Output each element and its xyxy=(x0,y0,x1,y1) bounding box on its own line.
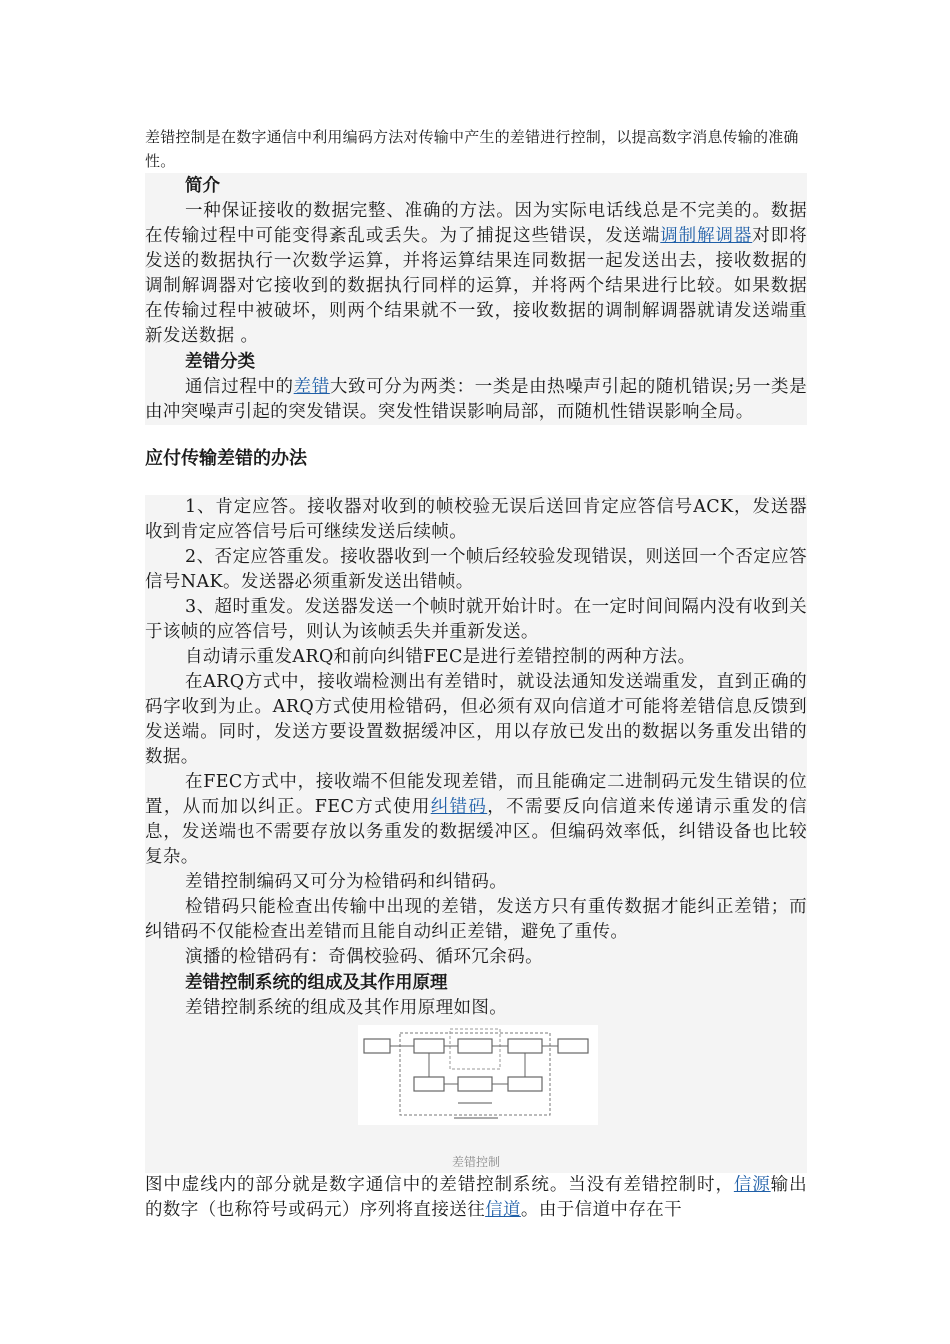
detection-paragraph: 检错码只能检查出传输中出现的差错，发送方只有重传数据才能纠正差错；而纠错码不仅能检查出差错而且能自动纠正差错，避免了重传。 xyxy=(145,897,807,942)
fec-paragraph xyxy=(145,770,807,870)
text-span: 大致可分为两类：一类是由热噪声引起的随机错误;另一类是由冲突噪声引起的突发错误。突发性错误影响局部，而随机性错误影响全局。 xyxy=(145,377,807,422)
section-heading-methods: 应付传输差错的办法 xyxy=(145,448,307,469)
methods-paragraph-4: 自动请示重发ARQ和前向纠错FEC是进行差错控制的两种方法。 xyxy=(185,647,696,667)
section-heading-intro: 简介 xyxy=(185,176,220,196)
text-span: 图中虚线内的部分就是数字通信中的差错控制系统。当没有差错控制时， xyxy=(145,1175,734,1195)
arq-paragraph: 在ARQ方式中，接收端检测出有差错时，就设法通知发送端重发，直到正确的码字收到为止。ARQ方式使用检错码，但必须有双向信道才可能将差错信息反馈到发送端。同时，发送方要设置数据缓冲区，用以存放已发出的数据以务重发出错的数据。 xyxy=(145,672,807,767)
methods-paragraph-3: 3、超时重发。发送器发送一个帧时就开始计时。在一定时间间隔内没有收到关于该帧的应答信号，则认为该帧丢失并重新发送。 xyxy=(145,597,807,642)
figure-caption: 差错控制 xyxy=(145,1151,807,1173)
link-channel[interactable]: 信道 xyxy=(485,1200,521,1220)
text-span: 输出的数字（也称符号或码元）序列将直接送往 xyxy=(145,1175,807,1220)
codes-paragraph: 差错控制编码又可分为检错码和纠错码。 xyxy=(185,872,508,892)
text-span: 。由于信道中存在干 xyxy=(520,1200,683,1220)
diagram-figure xyxy=(145,1021,807,1151)
text-span: 一种保证接收的数据完整、准确的方法。因为实际电话线总是不完美的。数据在传输过程中可能变得紊乱或丢失。为了捕捉这些错误，发送端 xyxy=(145,201,807,246)
link-error[interactable]: 差错 xyxy=(293,377,330,397)
text-span: ，不需要反向信道来传递请示重发的信息，发送端也不需要存放以务重发的数据缓冲区。但编码效率低，纠错设备也比较复杂。 xyxy=(145,797,807,867)
section-heading-error-types: 差错分类 xyxy=(185,352,255,372)
error-types-paragraph xyxy=(145,375,807,425)
intro-paragraph: 差错控制是在数字通信中利用编码方法对传输中产生的差错进行控制，以提高数字消息传输的准确性。 xyxy=(145,128,799,170)
intro-body-paragraph xyxy=(145,199,807,349)
common-codes-paragraph: 演播的检错码有：奇偶校验码、循环冗余码。 xyxy=(185,947,543,967)
link-source[interactable]: 信源 xyxy=(733,1175,771,1195)
system-body-paragraph xyxy=(145,1173,807,1223)
methods-paragraph-1: 1、肯定应答。接收器对收到的帧校验无误后送回肯定应答信号ACK，发送器收到肯定应答信号后可继续发送后续帧。 xyxy=(145,497,807,542)
text-span: 在FEC方式中，接收端不但能发现差错，而且能确定二进制码元发生错误的位置，从而加以纠正。FEC方式使用 xyxy=(145,772,807,817)
system-intro-paragraph: 差错控制系统的组成及其作用原理如图。 xyxy=(185,998,508,1018)
content-block xyxy=(145,173,807,425)
document-page xyxy=(145,125,807,1223)
text-span: 对即将发送的数据执行一次数学运算，并将运算结果连同数据一起发送出去，接收数据的调制解调器对它接收到的数据执行同样的运算，并将两个结果进行比较。如果数据在传输过程中被破坏，则两个结果就不一致，接收数据的调制解调器就请发送端重新发送数据 。 xyxy=(145,226,808,346)
link-modem[interactable]: 调制解调器 xyxy=(660,226,753,246)
link-error-correcting-code[interactable]: 纠错码 xyxy=(430,797,488,817)
text-span: 通信过程中的 xyxy=(185,377,294,397)
error-control-diagram xyxy=(358,1025,598,1125)
section-heading-system: 差错控制系统的组成及其作用原理 xyxy=(185,973,448,993)
methods-block xyxy=(145,495,807,1021)
methods-paragraph-2: 2、否定应答重发。接收器收到一个帧后经较验发现错误，则送回一个否定应答信号NAK。发送器必须重新发送出错帧。 xyxy=(145,547,807,592)
